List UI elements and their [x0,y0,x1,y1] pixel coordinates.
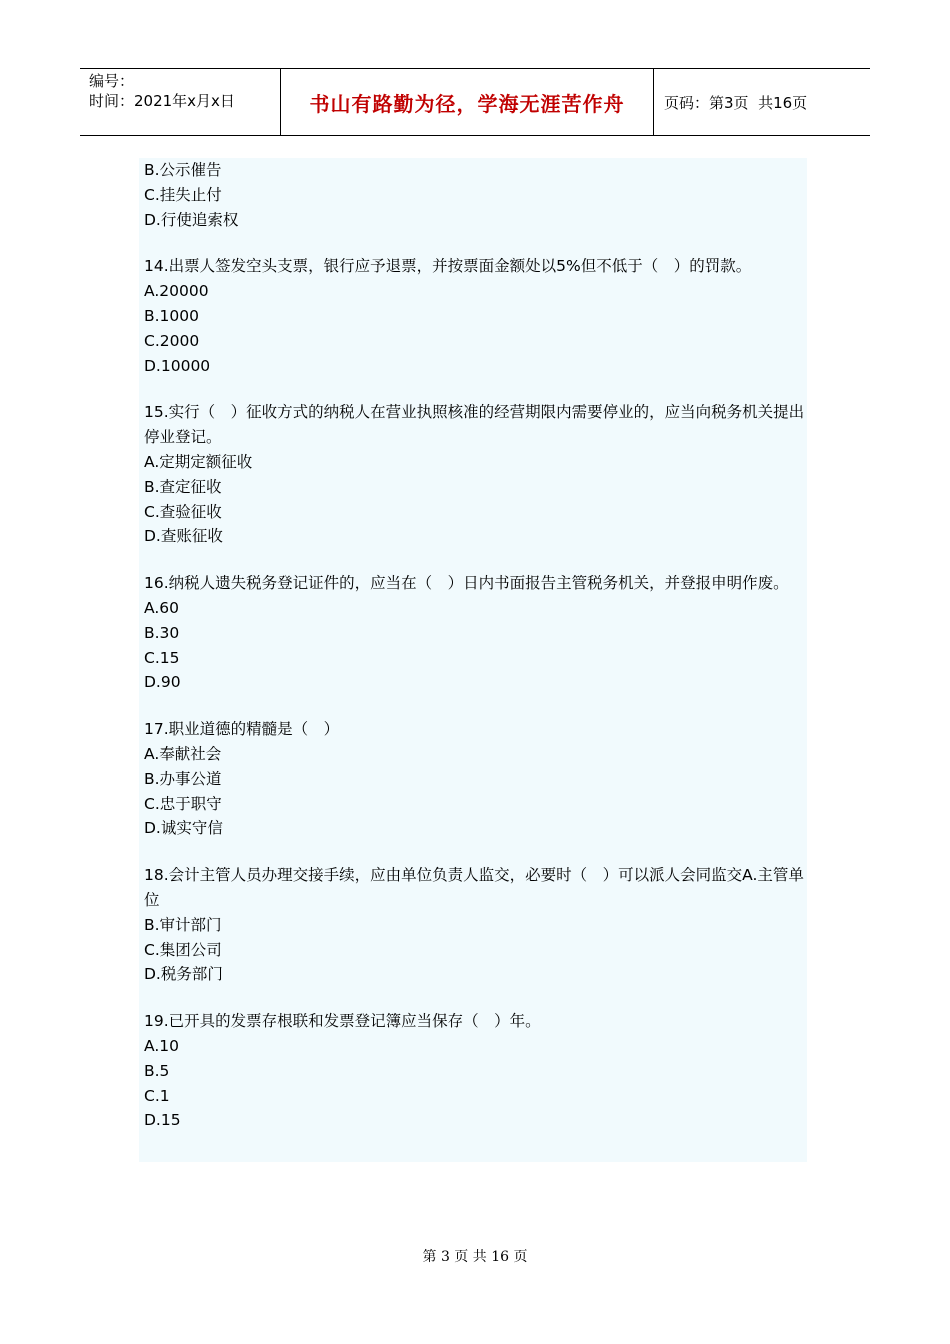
option: C.1 [144,1086,170,1105]
option: A.20000 [144,282,209,301]
option: A.奉献社会 [144,744,222,763]
option: B.30 [144,623,180,642]
question-stem: 18.会计主管人员办理交接手续，应由单位负责人监交，必要时（ ）可以派人会同监交A.主管单位 [144,866,804,909]
option: A.60 [144,598,179,617]
option: B.公示催告 [144,161,222,179]
question-19 [144,1009,807,1133]
option: C.2000 [144,331,200,350]
question-stem: 19.已开具的发票存根联和发票登记簿应当保存（ ）年。 [144,1012,541,1031]
leading-options [144,158,807,232]
question-18 [144,863,807,987]
option: C.集团公司 [144,940,222,959]
code-label: 编号： [89,72,135,90]
question-16 [144,571,807,695]
question-stem: 15.实行（ ）征收方式的纳税人在营业执照核准的经营期限内需要停业的，应当向税务机关提出停业登记。 [144,403,805,447]
header-meta [80,69,281,135]
option: C.挂失止付 [144,185,222,204]
option: A.定期定额征收 [144,452,253,471]
option: D.行使追索权 [144,210,239,229]
page-label: 页码：第3页 共16页 [664,93,808,112]
option: D.查账征收 [144,527,223,546]
option: D.90 [144,673,181,692]
question-stem: 16.纳税人遗失税务登记证件的，应当在（ ）日内书面报告主管税务机关，并登报申明作废。 [144,574,789,593]
question-15 [144,400,807,549]
option: D.诚实守信 [144,819,223,838]
option: B.5 [144,1061,170,1080]
question-content [139,158,807,1162]
option: C.15 [144,648,180,667]
option: B.查定征收 [144,477,222,496]
question-stem: 14.出票人签发空头支票，银行应予退票，并按票面金额处以5%但不低于（ ）的罚款。 [144,257,752,276]
page-header [80,68,870,136]
question-14 [144,254,807,378]
option: C.忠于职守 [144,794,222,813]
option: B.办事公道 [144,769,222,788]
option: D.10000 [144,356,211,375]
time-label: 时间：2021年x月x日 [89,92,235,110]
question-17 [144,717,807,841]
option: B.1000 [144,306,200,325]
option: D.税务部门 [144,965,223,984]
option: B.审计部门 [144,915,222,934]
option: A.10 [144,1036,179,1055]
header-page-info [654,69,870,135]
page-footer: 第 3 页 共 16 页 [422,1249,528,1265]
option: D.15 [144,1111,181,1130]
question-stem: 17.职业道德的精髓是（ ） [144,720,340,739]
option: C.查验征收 [144,502,222,521]
header-motto: 书山有路勤为径，学海无涯苦作舟 [281,69,654,135]
